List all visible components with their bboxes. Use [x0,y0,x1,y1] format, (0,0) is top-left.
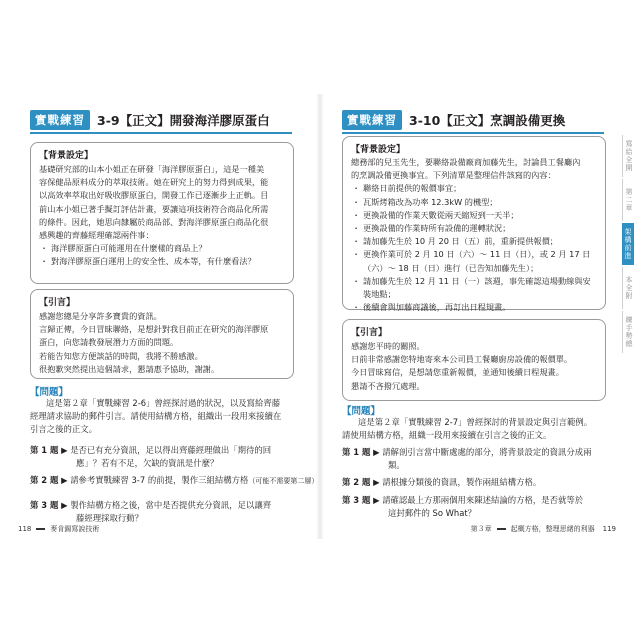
right-page [330,94,622,539]
exercise-tag: 實戰練習 [30,110,90,130]
side-tab[interactable]: 寫給全開 [622,135,635,177]
left-exercise-heading [30,110,270,130]
exercise-title: 3-9【正文】開發海洋膠原蛋白 [97,113,270,128]
background-box [342,136,606,313]
question-3: 第 3 題 ▶ 請確認最上方那兩個用來陳述結論的方格，是否就等於 這封郵件的 So What？ [342,495,584,519]
exercise-title: 3-10【正文】烹調設備更換 [409,113,566,128]
right-exercise-heading [342,110,565,130]
chapter-title: 起概方格，整理思緒的利器 [510,525,595,533]
background-bullets [351,182,591,261]
left-footer [18,524,99,534]
list-item: ・ 瓦斯烤箱改為功率 12.3kW 的機型； [363,196,591,209]
intro-text: 感謝您總是分享許多寶貴的資訊。 言歸正傳，今日冒昧聯絡，是想針對我目前正在研究的海洋膠原 蛋白，向您請教發展潛力方面的問題。 若能告知您方便談話的時間，我將不勝感激。 很抱歉突然提出這個請求，懇請惠予協助，謝謝。 [39,311,269,374]
page-number: 118 [18,525,32,533]
question-paragraph: 這是第２章「實戰練習 2-6」曾經探討過的狀況，以及寫給齊藤 經理請求協助的郵件引言。請使用結構方格，組織出一段用來接續在 引言之後的正文。 [30,398,282,435]
list-item: ・ 請加藤先生於 12 月 11 日（一）該週，事先確認這場動線與安 [363,275,591,288]
side-tab[interactable]: 第二章 [622,179,635,221]
background-text: 基礎研究部的山本小姐正在研發「海洋膠原蛋白」，這是一種美 容保健品原料成分的萃取技術。她在研究上的努力得到成果，能 以高效率萃取出好吸收膠原蛋白，開發工作已逐漸步上正軌。目 前山本小姐已著手擬訂評估計畫，要讓這項技術符合商品化所需 的條件。因此，她思向隸屬於商品部、對海洋膠原蛋白商品化很 感興趣的齊藤經理確認兩件事： ・ 海洋膠原蛋白可能運用在什麼樣的商品上？ ・ 對海洋膠原蛋白運用上的安全性、成本等，有什麼看法？ [39,163,268,269]
background-label: 【背景設定】 [351,145,406,155]
background-bullets [39,242,268,268]
intro-box [342,319,606,401]
question-1: 第 1 題 ▶ 是否已有充分資訊，足以得出齊藤經理做出「期待的回 應」？若有不足，欠缺的資訊是什麼？ [30,445,272,469]
list-item: ・ 對海洋膠原蛋白運用上的安全性、成本等，有什麼看法？ [51,255,268,268]
book-title: 麥肯錫寫說技術 [50,525,100,533]
list-item: ・ 請加藤先生於 10 月 20 日（五）前，重新提供報價； [363,235,591,248]
question-paragraph: 這是第２章「實戰練習 2-7」曾經探討的背景設定與引言範例。 請使用結構方格，組織一段用來接續在引言之後的正文。 [342,417,593,441]
side-tab[interactable]: 練手勢總 [622,311,635,353]
intro-label: 【引言】 [351,328,388,338]
exercise-tag: 實戰練習 [342,110,402,130]
intro-box [30,289,294,379]
list-item: ・ 後續會與加藤商議後，再訂出日程規畫。 [363,301,591,314]
question-label: 【問題】 [30,387,69,398]
background-text: 總務部的兒玉先生，要聯絡設備廠商加藤先生，討論員工餐廳內 的烹調設備更換事宜。下列清單是整理信件該寫的內容： ・ 聯絡日前提供的報價事宜； ・ 瓦斯烤箱改為功率 12.3kW 的機型； ・ 更換設備的作業天數從兩天縮短到一天半； ・ 更換設備的作業時所有設備的運轉狀況； ・ 請加藤先生於 10 月 20 日（五）前，重新提供報價； ・ 更換作業可於 2 月 10 日（六）～ 11 日（日），或 2 月 17 日 （六）～ 18 日（日）進行（已告知加藤先生）； ・ 請加藤先生於 12 月 11 日（一）該週，事先確認這場動線與安 裝地點； ・ 後續會與加藤商議後，再訂出日程規畫。 [351,156,591,314]
intro-label: 【引言】 [39,298,76,308]
list-item: ・ 海洋膠原蛋白可能運用在什麼樣的商品上？ [51,242,268,255]
question-3: 第 3 題 ▶ 製作結構方格之後，當中是否提供充分資訊，足以讓齊 藤經理採取行動？ [30,500,272,524]
book-spine [316,94,324,539]
question-1: 第 1 題 ▶ 請解剖引言當中斷處處的部分，將背景設定的資訊分成兩 類。 [342,447,592,471]
side-tab[interactable]: 本全附 [622,267,635,309]
chapter-side-tabs [622,135,634,355]
question-label: 【問題】 [342,406,381,417]
right-footer [471,524,616,534]
chapter-label: 第３章 [470,525,492,533]
list-item: ・ 更換設備的作業時所有設備的運轉狀況； [363,222,591,235]
page-number: 119 [602,525,616,533]
question-2: 第 2 題 ▶ 請根據分類後的資訊，製作兩組結構方格。 [342,477,542,487]
question-2: 第 2 題 ▶ 請參考實戰練習 3-7 的前提，製作三組結構方格（可能不需要第二層） [30,475,319,485]
list-item: ・ 更換作業可於 2 月 10 日（六）～ 11 日（日），或 2 月 17 日 [363,248,591,261]
side-tab-active[interactable]: 架構前進 [622,223,634,265]
heading-underline [342,132,604,134]
intro-text: 感謝您平時的關照。 日前非常感謝您特地寄來本公司員工餐廳廚房設備的報價單。 今日冒昧寫信，是想請您重新報價，並通知後續日程規畫。 懇請不吝撥冗處理。 [351,341,573,391]
background-box [30,142,294,284]
left-page [12,94,319,539]
list-item: ・ 更換設備的作業天數從兩天縮短到一天半； [363,209,591,222]
background-label: 【背景設定】 [39,151,94,161]
list-item: ・ 聯絡日前提供的報價事宜； [363,182,591,195]
heading-underline [30,132,292,134]
